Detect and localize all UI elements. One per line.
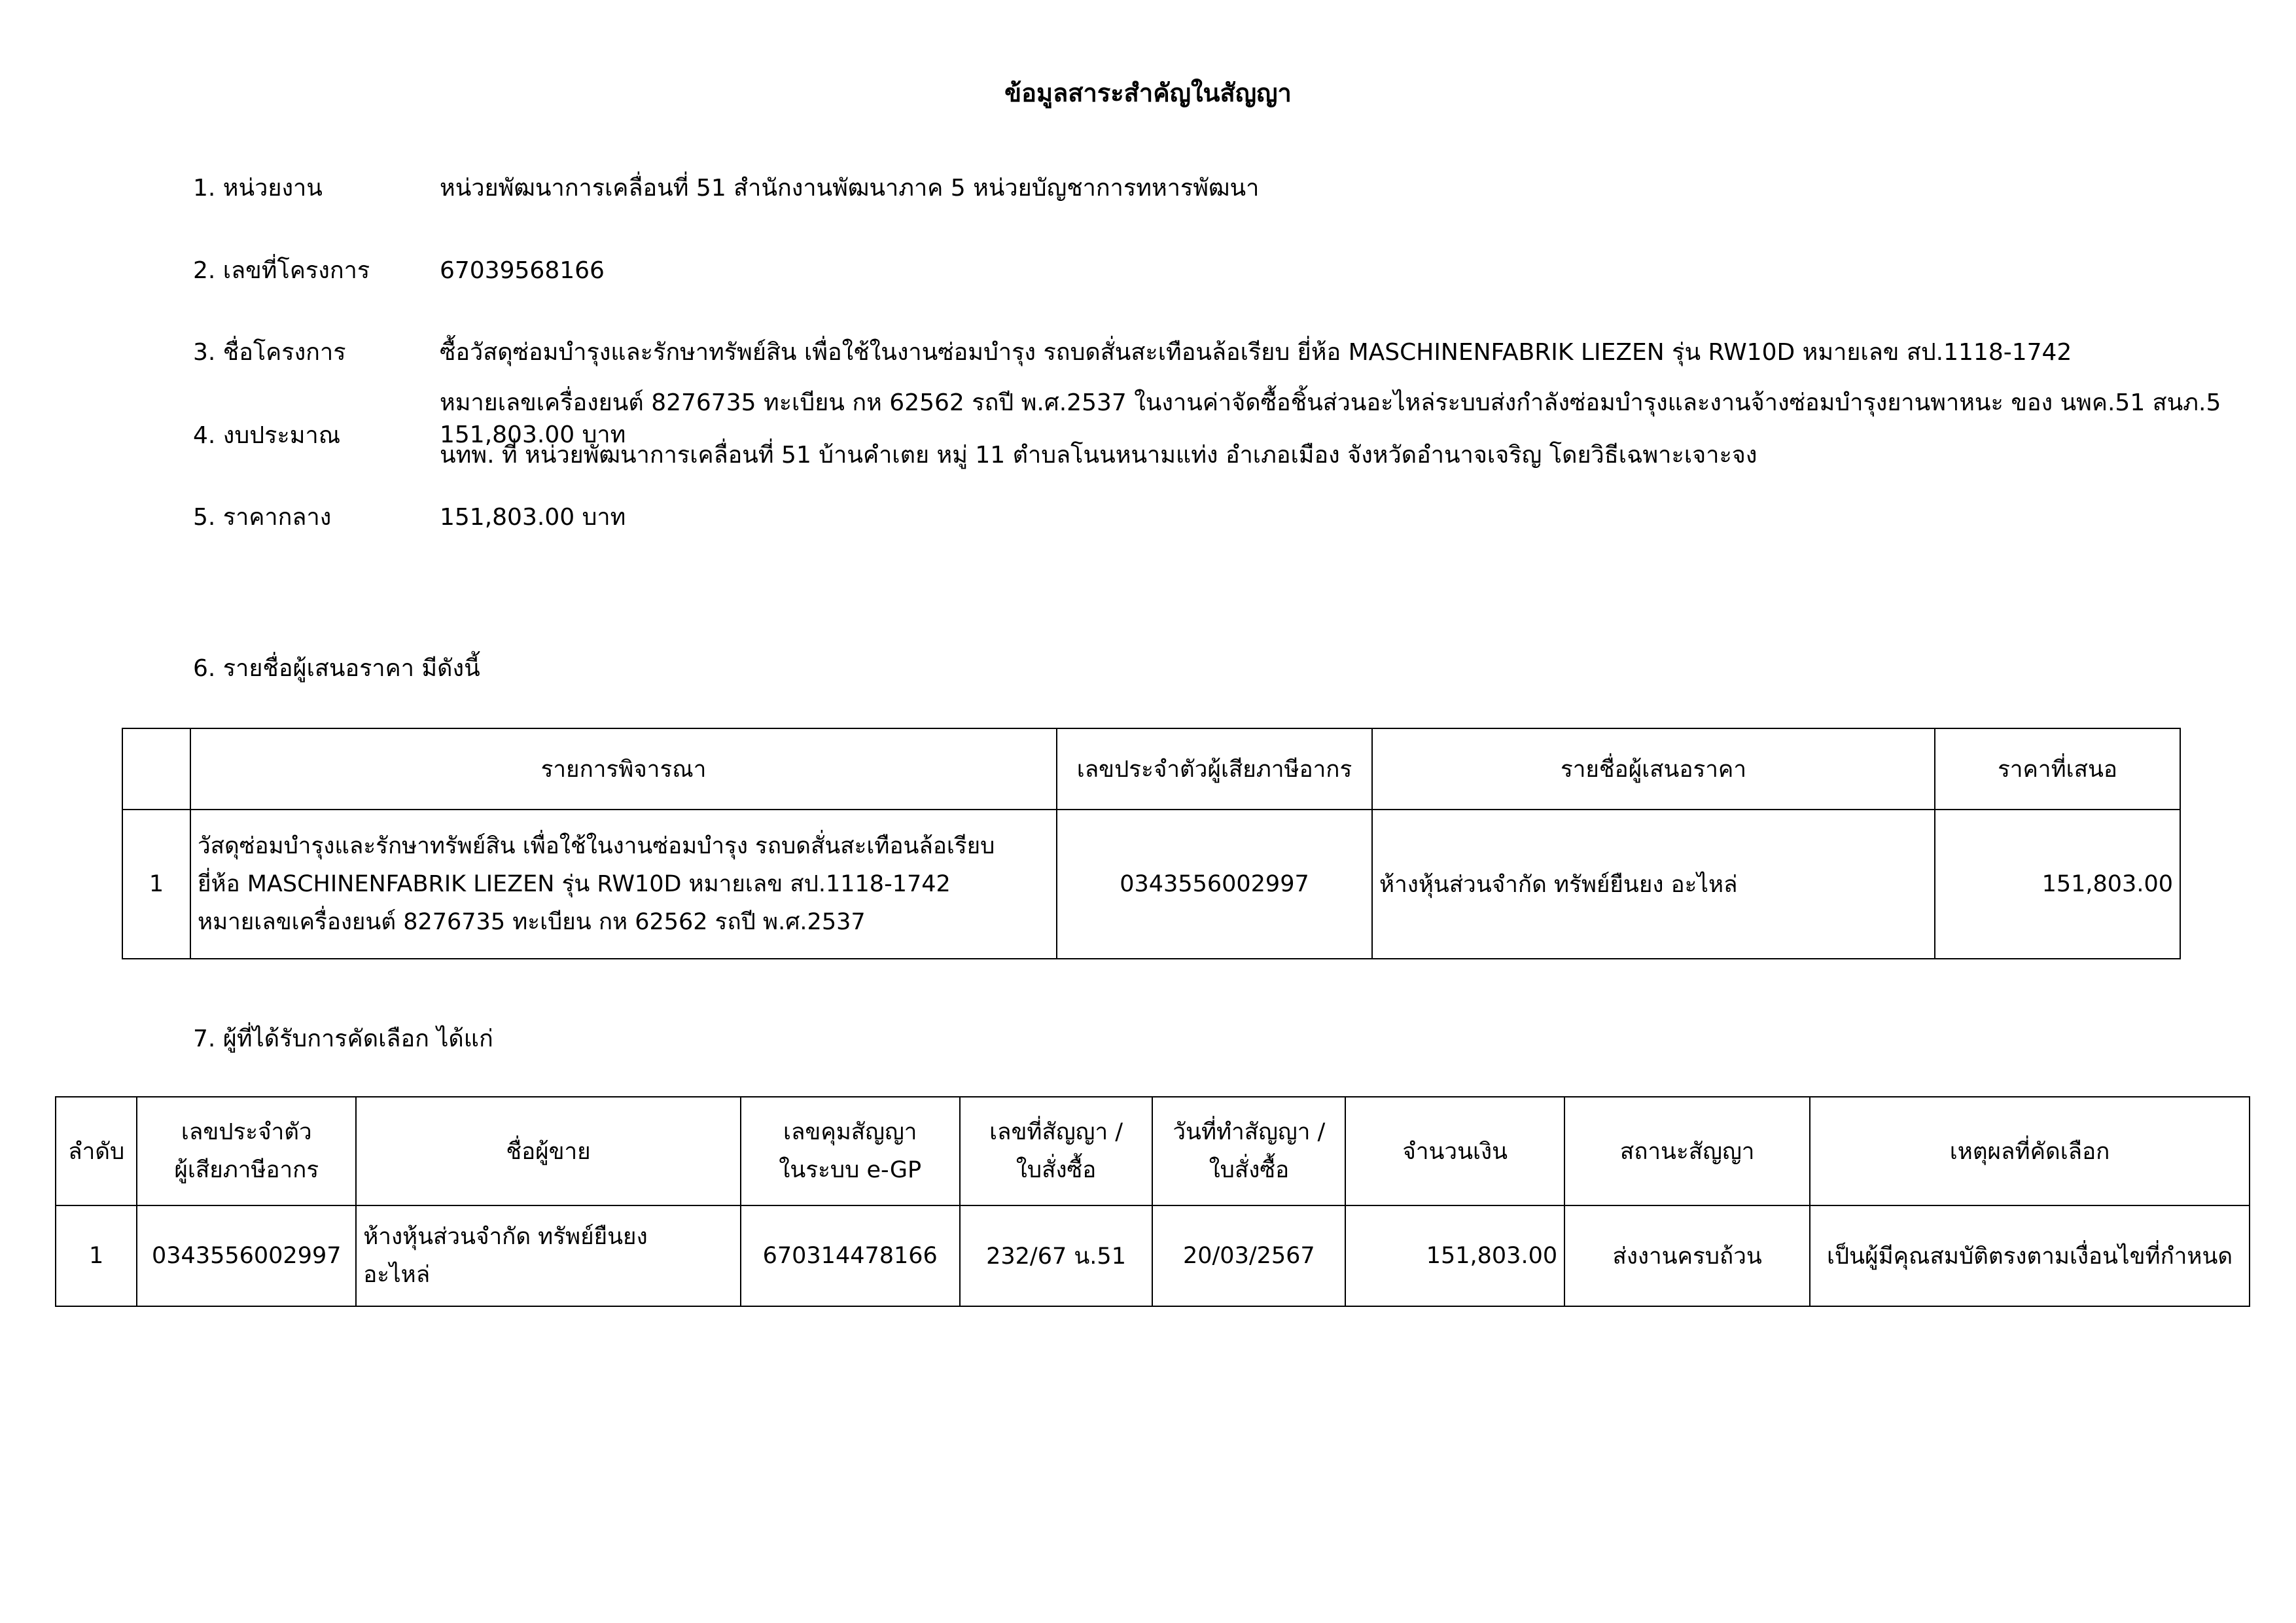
selected-row-tax-id: 0343556002997 <box>137 1205 356 1306</box>
header-line: ใบสั่งซื้อ <box>1209 1157 1290 1183</box>
section7-heading: 7. ผู้ที่ได้รับการคัดเลือก ได้แก่ <box>193 1026 493 1052</box>
bidder-row-price: 151,803.00 <box>1935 810 2180 959</box>
selected-header-tax-id <box>137 1097 356 1205</box>
selected-table <box>55 1096 2250 1307</box>
header-line: วันที่ทำสัญญา / <box>1173 1119 1326 1145</box>
selected-row-no: 1 <box>56 1205 137 1306</box>
selected-row-contract-no: 232/67 น.51 <box>960 1205 1153 1306</box>
label-project-name: 3. ชื่อโครงการ <box>193 339 346 366</box>
selected-header-amount: จำนวนเงิน <box>1345 1097 1564 1205</box>
table-row <box>122 810 2180 959</box>
bidders-header-tax-id: เลขประจำตัวผู้เสียภาษีอากร <box>1057 728 1372 810</box>
bidders-header-bidder: รายชื่อผู้เสนอราคา <box>1372 728 1935 810</box>
bidders-table-header <box>122 728 2180 810</box>
value-median-price: 151,803.00 บาท <box>440 504 626 531</box>
bidder-item-line: หมายเลขเครื่องยนต์ 8276735 ทะเบียน กห 62562 รถปี พ.ศ.2537 <box>198 909 866 935</box>
bidders-header-no <box>122 728 190 810</box>
label-project-number: 2. เลขที่โครงการ <box>193 257 370 284</box>
header-line: เลขคุมสัญญา <box>783 1119 917 1145</box>
selected-row-status: ส่งงานครบถ้วน <box>1564 1205 1810 1306</box>
selected-header-status: สถานะสัญญา <box>1564 1097 1810 1205</box>
selected-row-reason: เป็นผู้มีคุณสมบัติตรงตามเงื่อนไขที่กำหนด <box>1810 1205 2250 1306</box>
selected-row-date: 20/03/2567 <box>1152 1205 1345 1306</box>
selected-table-header <box>56 1097 2250 1205</box>
header-line: เลขที่สัญญา / <box>989 1119 1123 1145</box>
selected-header-date <box>1152 1097 1345 1205</box>
value-project-number: 67039568166 <box>440 257 605 284</box>
label-budget: 4. งบประมาณ <box>193 422 341 449</box>
bidder-item-line: ยี่ห้อ MASCHINENFABRIK LIEZEN รุ่น RW10D หมายเลข สป.1118-1742 <box>198 871 951 897</box>
selected-header-control-no <box>741 1097 960 1205</box>
value-project-name-line-3: นทพ. ที่ หน่วยพัฒนาการเคลื่อนที่ 51 บ้านคำเตย หมู่ 11 ตำบลโนนหนามแท่ง อำเภอเมือง จังหวัดอำนาจเจริญ โดยวิธีเฉพาะเจาะจง <box>440 442 1757 469</box>
value-project-name-line-2: หมายเลขเครื่องยนต์ 8276735 ทะเบียน กห 62562 รถปี พ.ศ.2537 ในงานค่าจัดซื้อชิ้นส่วนอะไหล่ระบบส่งกำลังซ่อมบำรุงและงานจ้างซ่อมบำรุงยานพาหนะ ของ นพค.51 สนภ.5 <box>440 389 2221 416</box>
bidder-row-item <box>190 810 1057 959</box>
label-agency: 1. หน่วยงาน <box>193 175 323 202</box>
header-line: เลขประจำตัว <box>181 1119 312 1145</box>
bidder-row-no: 1 <box>122 810 190 959</box>
page-title: ข้อมูลสาระสำคัญในสัญญา <box>1004 79 1292 107</box>
selected-header-reason: เหตุผลที่คัดเลือก <box>1810 1097 2250 1205</box>
bidders-table <box>122 728 2181 959</box>
bidder-row-name: ห้างหุ้นส่วนจำกัด ทรัพย์ยืนยง อะไหล่ <box>1372 810 1935 959</box>
header-line: ใบสั่งซื้อ <box>1016 1157 1097 1183</box>
section6-heading: 6. รายชื่อผู้เสนอราคา มีดังนี้ <box>193 655 480 682</box>
table-row <box>56 1205 2250 1306</box>
selected-row-control-no: 670314478166 <box>741 1205 960 1306</box>
selected-header-no: ลำดับ <box>56 1097 137 1205</box>
header-line: ผู้เสียภาษีอากร <box>174 1157 319 1183</box>
selected-header-seller: ชื่อผู้ขาย <box>356 1097 741 1205</box>
bidders-header-item: รายการพิจารณา <box>190 728 1057 810</box>
seller-line: อะไหล่ <box>363 1262 431 1288</box>
value-agency: หน่วยพัฒนาการเคลื่อนที่ 51 สำนักงานพัฒนาภาค 5 หน่วยบัญชาการทหารพัฒนา <box>440 175 1260 202</box>
selected-header-contract-no <box>960 1097 1153 1205</box>
selected-row-seller <box>356 1205 741 1306</box>
header-line: ในระบบ e-GP <box>779 1157 922 1183</box>
selected-row-amount: 151,803.00 <box>1345 1205 1564 1306</box>
value-budget: 151,803.00 บาท <box>440 421 626 448</box>
bidders-header-price: ราคาที่เสนอ <box>1935 728 2180 810</box>
bidder-item-line: วัสดุซ่อมบำรุงและรักษาทรัพย์สิน เพื่อใช้ในงานซ่อมบำรุง รถบดสั่นสะเทือนล้อเรียบ <box>198 833 995 859</box>
bidder-row-tax-id: 0343556002997 <box>1057 810 1372 959</box>
seller-line: ห้างหุ้นส่วนจำกัด ทรัพย์ยืนยง <box>363 1224 648 1250</box>
label-median-price: 5. ราคากลาง <box>193 504 332 531</box>
value-project-name: ซื้อวัสดุซ่อมบำรุงและรักษาทรัพย์สิน เพื่อใช้ในงานซ่อมบำรุง รถบดสั่นสะเทือนล้อเรียบ ยี่ห้อ MASCHINENFABRIK LIEZEN รุ่น RW10D หมายเลข สป.1118-1742 <box>440 339 2072 366</box>
